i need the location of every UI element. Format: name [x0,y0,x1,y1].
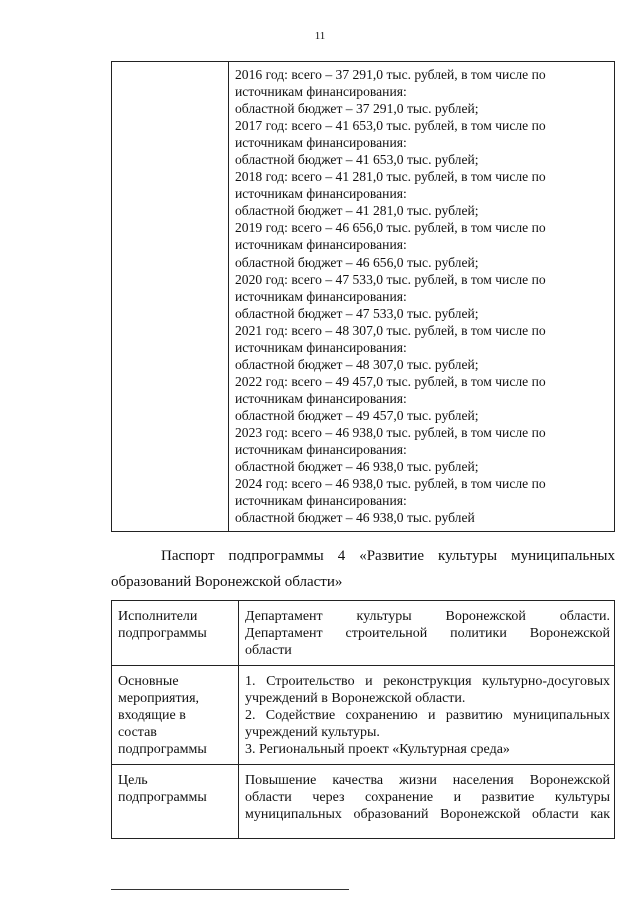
label-line: подпрограммы [118,790,207,805]
label-line: подпрограммы [118,742,207,757]
footer-rule [111,889,349,890]
label-line: Цель [118,773,148,788]
funding-line: источникам финансирования: [235,288,407,304]
value-line: Департамент строительной политики Воронежской [245,626,610,641]
funding-line: областной бюджет – 37 291,0 тыс. рублей; [235,101,479,117]
value-line: 1. Строительство и реконструкция культурно-досуговых [245,674,610,689]
value-line: 2. Содействие сохранению и развитию муниципальных [245,708,610,723]
funding-line: областной бюджет – 41 281,0 тыс. рублей; [235,203,479,219]
funding-line: 2020 год: всего – 47 533,0 тыс. рублей, в том числе по [235,271,546,287]
funding-line: источникам финансирования: [235,390,407,406]
value-line: учреждений культуры. [245,725,380,740]
label-line: подпрограммы [118,626,207,641]
label-line: Исполнители [118,609,198,624]
funding-row [112,62,615,532]
funding-line: источникам финансирования: [235,135,407,151]
funding-line: областной бюджет – 49 457,0 тыс. рублей; [235,407,479,423]
label-line: мероприятия, [118,691,200,706]
passport-value-cell [239,765,615,839]
funding-line: 2021 год: всего – 48 307,0 тыс. рублей, в том числе по [235,322,546,338]
value-line: Повышение качества жизни населения Воронежской [245,773,610,788]
funding-line: 2016 год: всего – 37 291,0 тыс. рублей, в том числе по [235,67,546,82]
funding-line: 2023 год: всего – 46 938,0 тыс. рублей, в том числе по [235,424,546,440]
passport-label-cell [112,765,239,839]
funding-line: областной бюджет – 46 938,0 тыс. рублей [235,510,475,526]
funding-line: источникам финансирования: [235,84,407,100]
passport-label-cell [112,601,239,666]
funding-line: 2017 год: всего – 41 653,0 тыс. рублей, в том числе по [235,118,546,134]
funding-line: источникам финансирования: [235,442,407,458]
funding-line: 2022 год: всего – 49 457,0 тыс. рублей, в том числе по [235,373,546,389]
passport-table [111,600,615,839]
funding-line: 2019 год: всего – 46 656,0 тыс. рублей, в том числе по [235,220,546,236]
funding-line: 2018 год: всего – 41 281,0 тыс. рублей, в том числе по [235,169,546,185]
passport-value-cell [239,666,615,765]
passport-title-line-2: образований Воронежской области» [111,574,343,590]
funding-line: источникам финансирования: [235,493,407,509]
passport-value-cell [239,601,615,666]
value-line: муниципальных образований Воронежской области как [245,807,610,822]
funding-line: областной бюджет – 46 656,0 тыс. рублей; [235,254,479,270]
value-line: 3. Региональный проект «Культурная среда» [245,742,510,757]
value-line: области [245,643,292,658]
value-line: Департамент культуры Воронежской области. [245,609,610,624]
passport-title-line-1: Паспорт подпрограммы 4 «Развитие культуры муниципальных [161,548,615,564]
passport-row-activities [112,666,615,765]
label-line: Основные [118,674,179,689]
funding-label-cell [112,62,229,532]
value-line: области через сохранение и развитие культуры [245,790,610,805]
funding-text-cell [229,62,615,532]
funding-line: источникам финансирования: [235,339,407,355]
funding-line: областной бюджет – 47 533,0 тыс. рублей; [235,305,479,321]
funding-line: 2024 год: всего – 46 938,0 тыс. рублей, в том числе по [235,476,546,492]
passport-label-cell [112,666,239,765]
funding-line: областной бюджет – 48 307,0 тыс. рублей; [235,356,479,372]
passport-row-goal [112,765,615,839]
funding-line: источникам финансирования: [235,237,407,253]
value-line: учреждений в Воронежской области. [245,691,466,706]
funding-line: источникам финансирования: [235,186,407,202]
passport-row-executors [112,601,615,666]
page-number: 11 [314,30,326,42]
funding-line: областной бюджет – 46 938,0 тыс. рублей; [235,459,479,475]
label-line: состав [118,725,157,740]
label-line: входящие в [118,708,186,723]
funding-table [111,61,615,532]
funding-line: областной бюджет – 41 653,0 тыс. рублей; [235,152,479,168]
